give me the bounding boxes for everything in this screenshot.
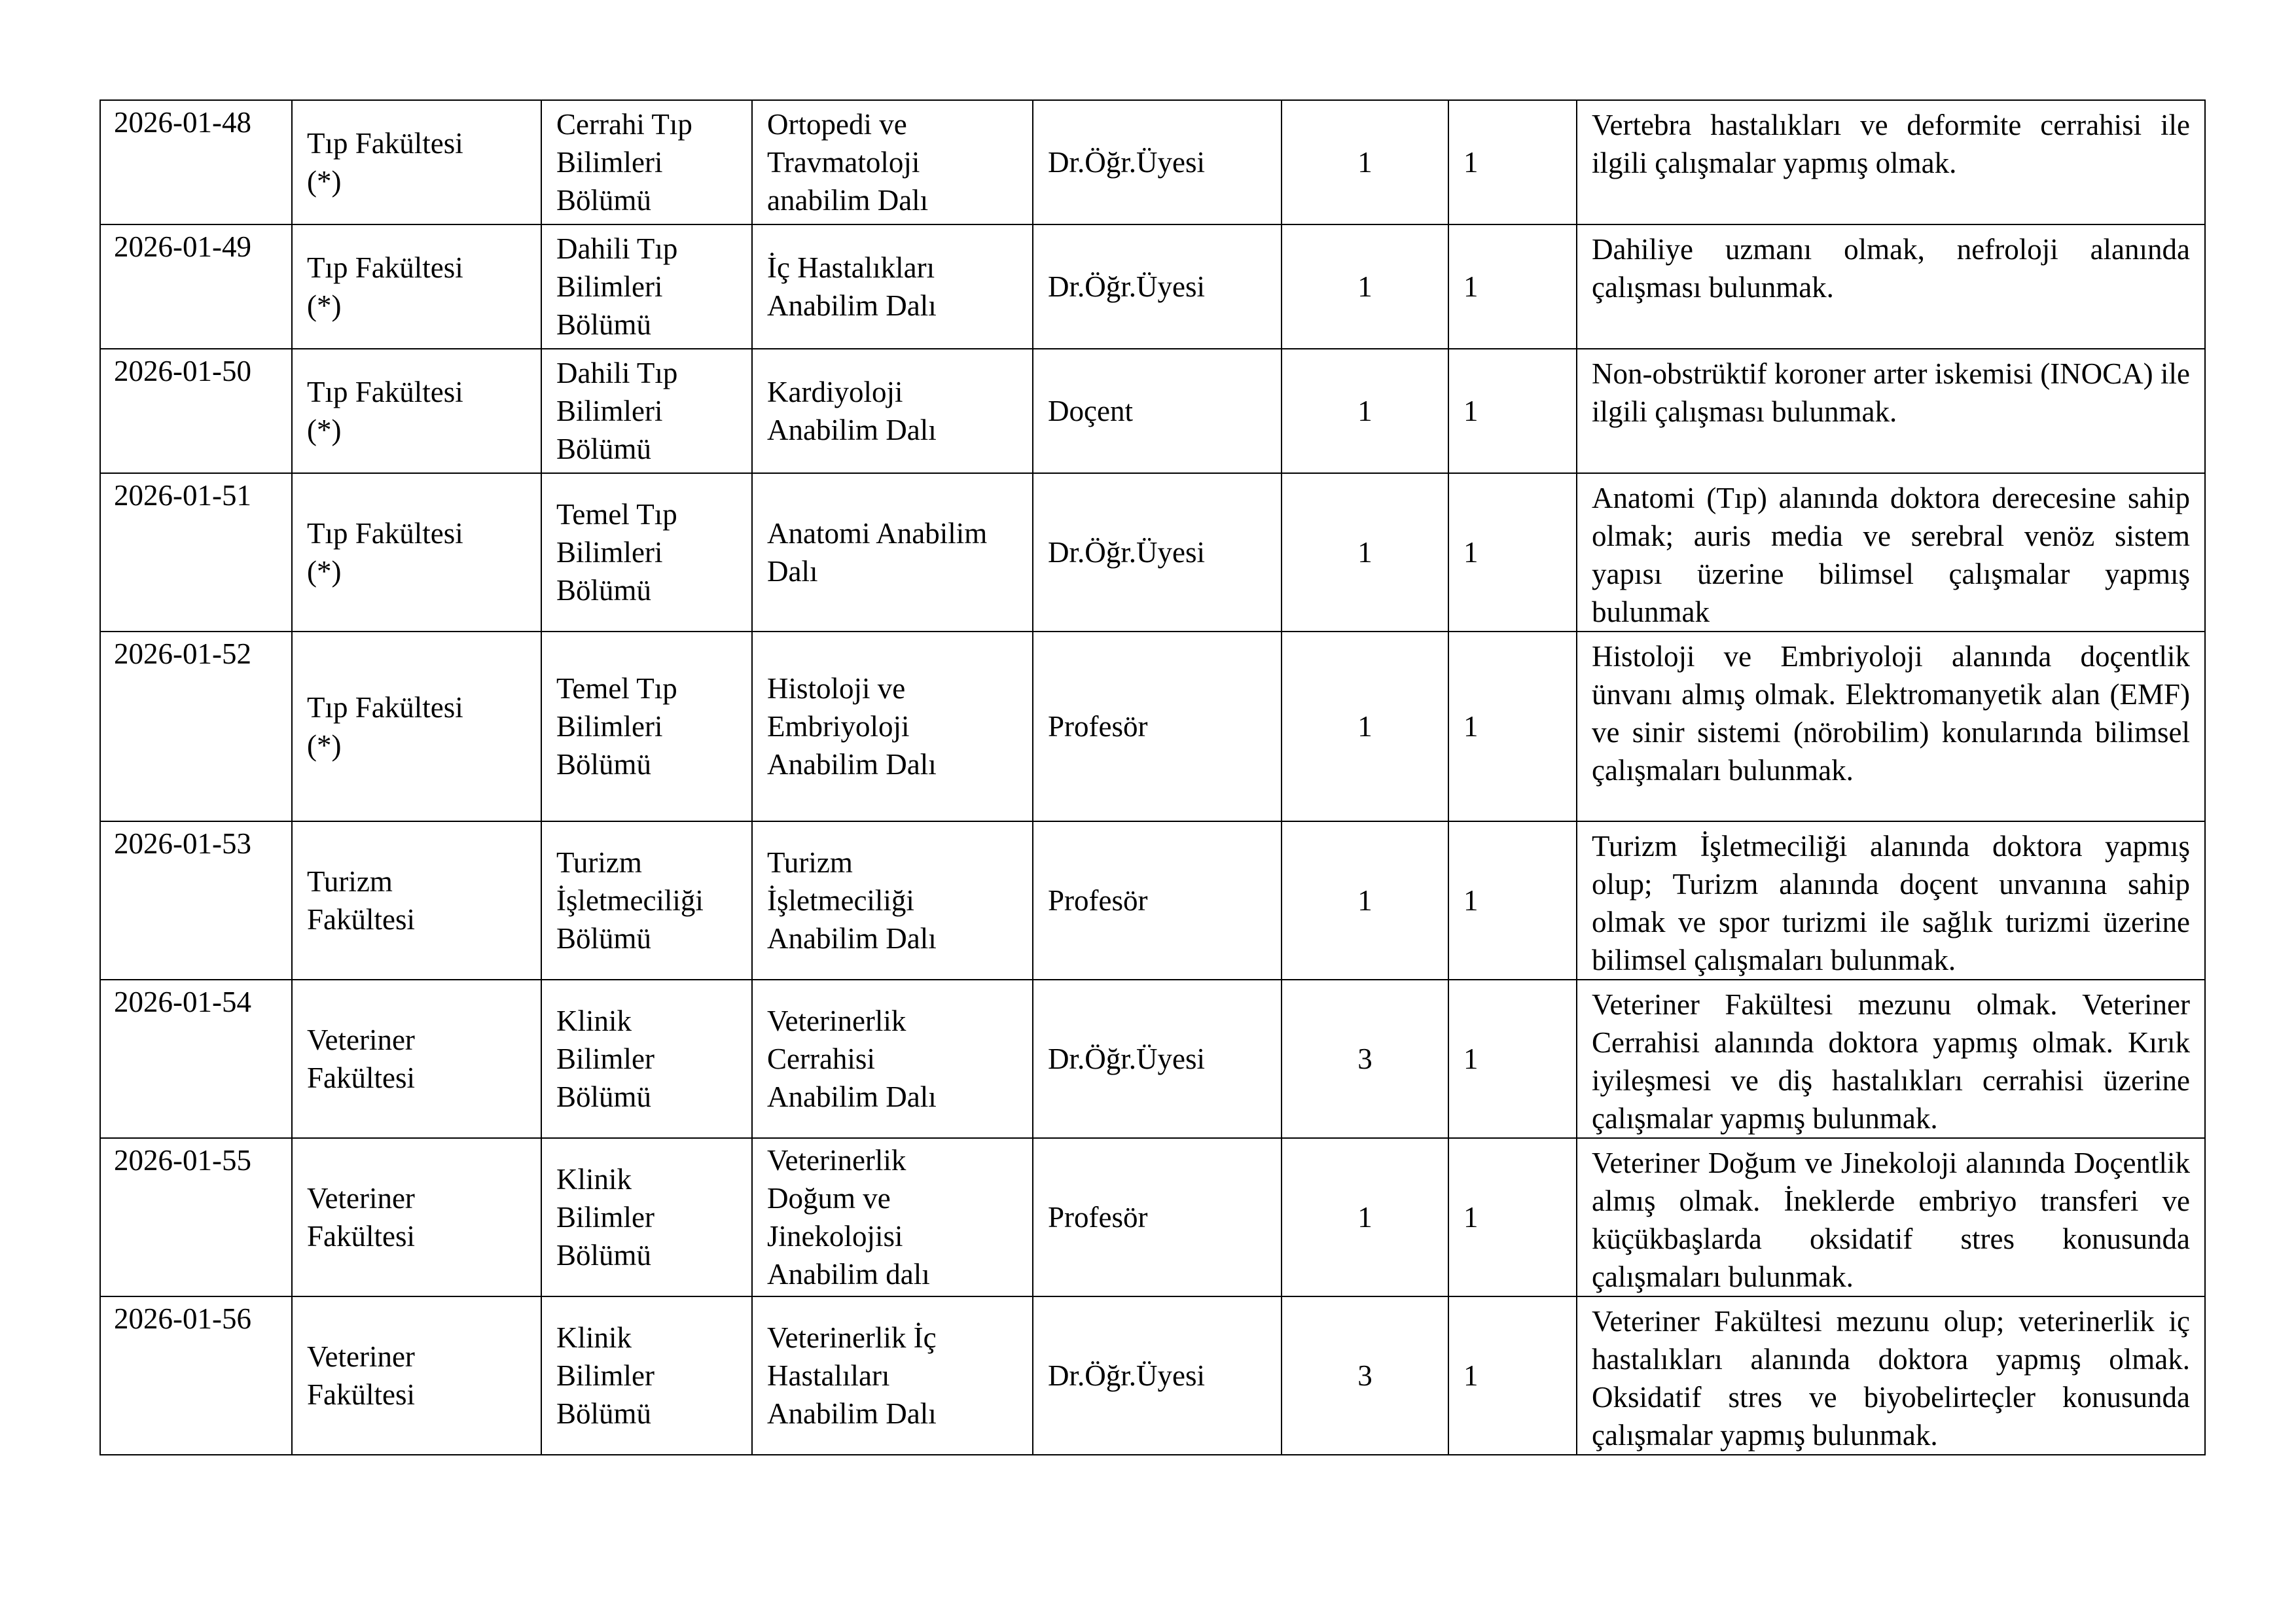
faculty-name-cell <box>292 632 541 821</box>
division-name-line: Anabilim dalı <box>767 1258 930 1291</box>
division-name-line: Kardiyoloji <box>767 376 903 408</box>
position-count-cell <box>1282 349 1448 473</box>
position-code-cell <box>100 349 292 473</box>
academic-title: Profesör <box>1048 710 1148 743</box>
academic-title-cell <box>1033 349 1282 473</box>
division-name-line: Anabilim Dalı <box>767 289 937 322</box>
department-name-line: Klinik <box>556 1163 632 1196</box>
academic-title-cell <box>1033 473 1282 632</box>
faculty-name-line: Veteriner <box>307 1024 415 1056</box>
academic-title: Dr.Öğr.Üyesi <box>1048 1359 1205 1392</box>
special-conditions: Dahiliye uzmanı olmak, nefroloji alanında çalışması bulunmak. <box>1592 233 2190 304</box>
faculty-name-cell <box>292 224 541 349</box>
position-count-cell <box>1282 473 1448 632</box>
position-degree: 1 <box>1463 146 1479 179</box>
department-name-cell <box>541 1138 752 1296</box>
position-code-cell <box>100 473 292 632</box>
division-name-line: Travmatoloji <box>767 146 920 179</box>
position-degree-cell <box>1448 980 1577 1138</box>
department-name-line: Bölümü <box>556 574 652 607</box>
department-name-line: Bilimleri <box>556 536 663 569</box>
faculty-name-cell <box>292 980 541 1138</box>
division-name-line: Doğum ve <box>767 1182 891 1215</box>
academic-title-cell <box>1033 1296 1282 1455</box>
position-code: 2026-01-52 <box>114 637 251 670</box>
position-count-cell <box>1282 224 1448 349</box>
faculty-name-line: (*) <box>307 414 342 446</box>
academic-title-cell <box>1033 1138 1282 1296</box>
special-conditions: Non-obstrüktif koroner arter iskemisi (INOCA) ile ilgili çalışması bulunmak. <box>1592 357 2190 428</box>
position-code: 2026-01-54 <box>114 986 251 1018</box>
table-row <box>100 1296 2205 1455</box>
division-name-line: anabilim Dalı <box>767 184 929 217</box>
faculty-name-line: Fakültesi <box>307 1378 415 1411</box>
division-name-line: Embriyoloji <box>767 710 910 743</box>
department-name-line: Bölümü <box>556 1397 652 1430</box>
position-count: 3 <box>1357 1359 1372 1392</box>
division-name-line: Jinekolojisi <box>767 1220 903 1253</box>
department-name-line: Dahili Tıp <box>556 357 678 389</box>
position-count: 1 <box>1357 395 1372 427</box>
division-name-cell <box>752 473 1033 632</box>
department-name-cell <box>541 632 752 821</box>
academic-title: Dr.Öğr.Üyesi <box>1048 146 1205 179</box>
special-conditions-cell <box>1577 349 2205 473</box>
academic-positions-table <box>99 99 2206 1455</box>
division-name-line: İç Hastalıkları <box>767 251 935 284</box>
position-count-cell <box>1282 1138 1448 1296</box>
department-name-line: Bölümü <box>556 184 652 217</box>
department-name-line: Bilimleri <box>556 710 663 743</box>
academic-title-cell <box>1033 980 1282 1138</box>
faculty-name-cell <box>292 1296 541 1455</box>
department-name-line: Bilimleri <box>556 146 663 179</box>
position-count-cell <box>1282 100 1448 224</box>
department-name-line: Bölümü <box>556 922 652 955</box>
division-name-line: Ortopedi ve <box>767 108 907 141</box>
position-degree-cell <box>1448 821 1577 980</box>
division-name-line: Histoloji ve <box>767 672 906 705</box>
special-conditions: Veteriner Doğum ve Jinekoloji alanında Doçentlik almış olmak. İneklerde embriyo transferi ve küçükbaşlarda oksidatif stres konusunda çalışmaları bulunmak. <box>1592 1147 2190 1293</box>
faculty-name-cell <box>292 100 541 224</box>
faculty-name-line: Veteriner <box>307 1340 415 1373</box>
division-name-line: Hastalıları <box>767 1359 890 1392</box>
department-name-line: Bölümü <box>556 308 652 341</box>
special-conditions: Vertebra hastalıkları ve deformite cerrahisi ile ilgili çalışmalar yapmış olmak. <box>1592 109 2190 179</box>
division-name-cell <box>752 1296 1033 1455</box>
position-code-cell <box>100 1138 292 1296</box>
position-count-cell <box>1282 632 1448 821</box>
division-name-line: Anabilim Dalı <box>767 922 937 955</box>
position-count: 1 <box>1357 270 1372 303</box>
special-conditions-cell <box>1577 821 2205 980</box>
faculty-name-cell <box>292 821 541 980</box>
position-code-cell <box>100 100 292 224</box>
position-degree: 1 <box>1463 1043 1479 1075</box>
position-count: 1 <box>1357 536 1372 569</box>
position-degree: 1 <box>1463 1201 1479 1234</box>
academic-title-cell <box>1033 632 1282 821</box>
division-name-cell <box>752 224 1033 349</box>
faculty-name-line: Turizm <box>307 865 393 898</box>
department-name-cell <box>541 980 752 1138</box>
division-name-line: Turizm <box>767 846 853 879</box>
faculty-name-cell <box>292 473 541 632</box>
position-code-cell <box>100 1296 292 1455</box>
department-name-cell <box>541 224 752 349</box>
division-name-line: Anabilim Dalı <box>767 414 937 446</box>
special-conditions: Veteriner Fakültesi mezunu olmak. Veteriner Cerrahisi alanında doktora yapmış olmak. Kırık iyileşmesi ve diş hastalıkları cerrahisi üzerine çalışmalar yapmış bulunmak. <box>1592 988 2190 1135</box>
department-name-line: Bölümü <box>556 1239 652 1272</box>
table-row <box>100 632 2205 821</box>
faculty-name-line: Tıp Fakültesi <box>307 517 463 550</box>
division-name-line: Anatomi Anabilim <box>767 517 988 550</box>
academic-title: Doçent <box>1048 395 1133 427</box>
position-degree-cell <box>1448 473 1577 632</box>
position-degree-cell <box>1448 349 1577 473</box>
department-name-line: Dahili Tıp <box>556 232 678 265</box>
division-name-cell <box>752 632 1033 821</box>
faculty-name-line: Veteriner <box>307 1182 415 1215</box>
position-count: 1 <box>1357 710 1372 743</box>
department-name-line: Bilimler <box>556 1359 655 1392</box>
department-name-line: Bölümü <box>556 1080 652 1113</box>
table-row <box>100 980 2205 1138</box>
special-conditions: Anatomi (Tıp) alanında doktora derecesine sahip olmak; auris media ve serebral venöz sistem yapısı üzerine bilimsel çalışmalar yapmış bulunmak <box>1592 482 2190 628</box>
division-name-line: Veterinerlik <box>767 1144 906 1177</box>
special-conditions-cell <box>1577 224 2205 349</box>
position-degree-cell <box>1448 1138 1577 1296</box>
position-code: 2026-01-51 <box>114 479 251 512</box>
faculty-name-line: (*) <box>307 555 342 588</box>
position-degree-cell <box>1448 1296 1577 1455</box>
faculty-name-line: (*) <box>307 165 342 198</box>
position-code: 2026-01-48 <box>114 106 251 139</box>
faculty-name-line: Tıp Fakültesi <box>307 127 463 160</box>
academic-title: Profesör <box>1048 884 1148 917</box>
position-degree-cell <box>1448 632 1577 821</box>
special-conditions-cell <box>1577 980 2205 1138</box>
table-row <box>100 349 2205 473</box>
division-name-cell <box>752 1138 1033 1296</box>
department-name-cell <box>541 349 752 473</box>
department-name-cell <box>541 1296 752 1455</box>
department-name-cell <box>541 473 752 632</box>
position-count-cell <box>1282 821 1448 980</box>
academic-title-cell <box>1033 224 1282 349</box>
department-name-line: Temel Tıp <box>556 672 677 705</box>
faculty-name-line: Fakültesi <box>307 1220 415 1253</box>
faculty-name-line: Fakültesi <box>307 903 415 936</box>
department-name-line: Cerrahi Tıp <box>556 108 692 141</box>
division-name-line: Cerrahisi <box>767 1043 875 1075</box>
position-code: 2026-01-50 <box>114 355 251 387</box>
position-degree: 1 <box>1463 884 1479 917</box>
faculty-name-line: Tıp Fakültesi <box>307 376 463 408</box>
position-count-cell <box>1282 980 1448 1138</box>
special-conditions-cell <box>1577 632 2205 821</box>
position-degree: 1 <box>1463 1359 1479 1392</box>
division-name-line: İşletmeciliği <box>767 884 914 917</box>
faculty-name-cell <box>292 1138 541 1296</box>
department-name-line: Bilimleri <box>556 395 663 427</box>
position-code: 2026-01-49 <box>114 230 251 263</box>
division-name-line: Anabilim Dalı <box>767 1397 937 1430</box>
division-name-line: Veterinerlik <box>767 1005 906 1037</box>
special-conditions-cell <box>1577 1296 2205 1455</box>
department-name-line: Turizm <box>556 846 642 879</box>
special-conditions-cell <box>1577 1138 2205 1296</box>
department-name-cell <box>541 821 752 980</box>
position-code: 2026-01-53 <box>114 827 251 860</box>
position-code-cell <box>100 980 292 1138</box>
special-conditions: Turizm İşletmeciliği alanında doktora yapmış olup; Turizm alanında doçent unvanına sahip olmak ve spor turizmi ile sağlık turizmi üzerine bilimsel çalışmaları bulunmak. <box>1592 830 2190 976</box>
division-name-line: Anabilim Dalı <box>767 1080 937 1113</box>
position-code: 2026-01-56 <box>114 1302 251 1335</box>
academic-title: Dr.Öğr.Üyesi <box>1048 1043 1205 1075</box>
academic-title-cell <box>1033 821 1282 980</box>
table-row <box>100 821 2205 980</box>
faculty-name-line: Tıp Fakültesi <box>307 691 463 724</box>
position-code-cell <box>100 821 292 980</box>
academic-title: Dr.Öğr.Üyesi <box>1048 270 1205 303</box>
position-degree-cell <box>1448 100 1577 224</box>
table-row <box>100 473 2205 632</box>
department-name-line: Bilimler <box>556 1043 655 1075</box>
division-name-cell <box>752 100 1033 224</box>
table-body <box>100 100 2205 1455</box>
division-name-cell <box>752 349 1033 473</box>
department-name-line: Klinik <box>556 1321 632 1354</box>
special-conditions: Veteriner Fakültesi mezunu olup; veterinerlik iç hastalıkları alanında doktora yapmış olmak. Oksidatif stres ve biyobelirteçler konusunda çalışmalar yapmış bulunmak. <box>1592 1305 2190 1452</box>
position-degree: 1 <box>1463 710 1479 743</box>
faculty-name-line: (*) <box>307 729 342 762</box>
special-conditions-cell <box>1577 100 2205 224</box>
department-name-cell <box>541 100 752 224</box>
academic-title: Profesör <box>1048 1201 1148 1234</box>
position-code-cell <box>100 632 292 821</box>
faculty-name-line: Tıp Fakültesi <box>307 251 463 284</box>
table-row <box>100 224 2205 349</box>
academic-title: Dr.Öğr.Üyesi <box>1048 536 1205 569</box>
table-row <box>100 1138 2205 1296</box>
position-degree: 1 <box>1463 395 1479 427</box>
position-degree: 1 <box>1463 270 1479 303</box>
position-code: 2026-01-55 <box>114 1144 251 1177</box>
position-degree: 1 <box>1463 536 1479 569</box>
position-count: 3 <box>1357 1043 1372 1075</box>
faculty-name-cell <box>292 349 541 473</box>
faculty-name-line: Fakültesi <box>307 1061 415 1094</box>
division-name-line: Dalı <box>767 555 818 588</box>
division-name-line: Anabilim Dalı <box>767 748 937 781</box>
position-count: 1 <box>1357 1201 1372 1234</box>
faculty-name-line: (*) <box>307 289 342 322</box>
division-name-cell <box>752 980 1033 1138</box>
special-conditions-cell <box>1577 473 2205 632</box>
division-name-line: Veterinerlik İç <box>767 1321 937 1354</box>
department-name-line: İşletmeciliği <box>556 884 704 917</box>
position-count: 1 <box>1357 146 1372 179</box>
department-name-line: Bölümü <box>556 748 652 781</box>
department-name-line: Klinik <box>556 1005 632 1037</box>
department-name-line: Bilimler <box>556 1201 655 1234</box>
special-conditions: Histoloji ve Embriyoloji alanında doçentlik ünvanı almış olmak. Elektromanyetik alan (EMF) ve sinir sistemi (nörobilim) konularında bilimsel çalışmaları bulunmak. <box>1592 640 2190 787</box>
position-degree-cell <box>1448 224 1577 349</box>
department-name-line: Bölümü <box>556 433 652 465</box>
position-count: 1 <box>1357 884 1372 917</box>
department-name-line: Bilimleri <box>556 270 663 303</box>
academic-title-cell <box>1033 100 1282 224</box>
position-code-cell <box>100 224 292 349</box>
division-name-cell <box>752 821 1033 980</box>
department-name-line: Temel Tıp <box>556 498 677 531</box>
table-row <box>100 100 2205 224</box>
position-count-cell <box>1282 1296 1448 1455</box>
